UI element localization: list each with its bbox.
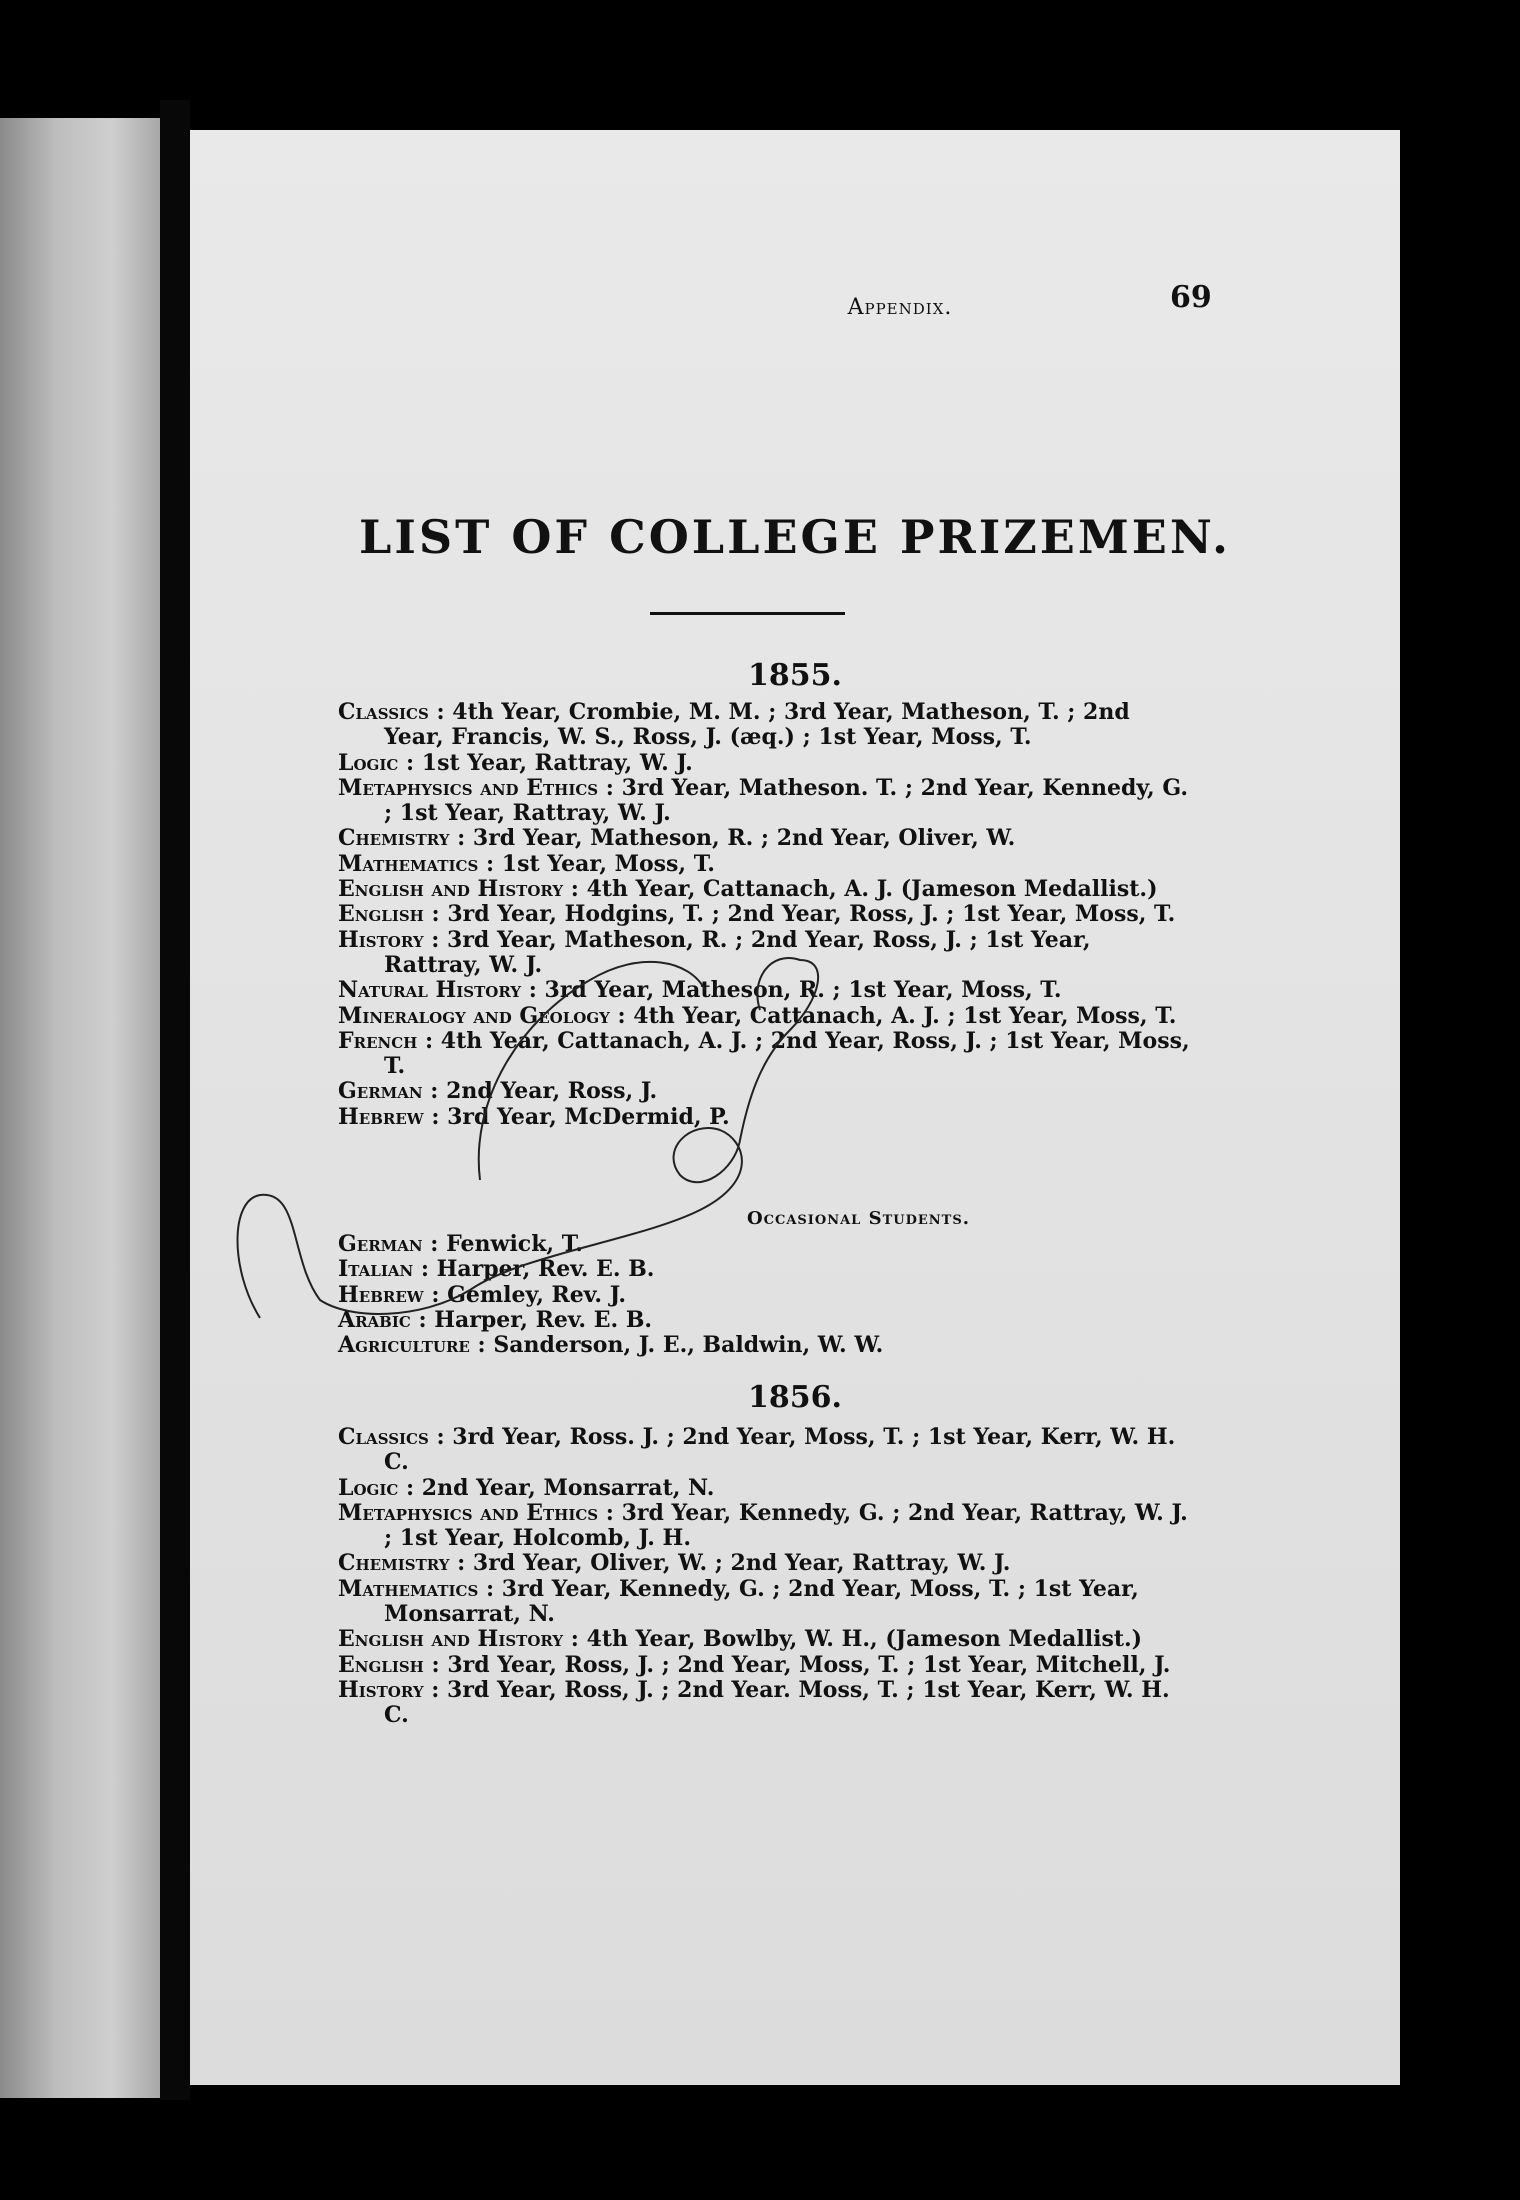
colon-separator: : [598, 774, 622, 801]
subject-label: Mathematics [338, 850, 479, 877]
colon-separator: : [469, 1332, 494, 1359]
title-rule [650, 612, 845, 615]
prize-recipients: 2nd Year, Monsarrat, N. [421, 1474, 715, 1501]
prize-recipients: 4th Year, Crombie, M. M. ; 3rd Year, Matheson, T. ; 2nd Year, Francis, W. S., Ross, J. (æq.) ; 1st Year, Moss, T. [384, 699, 1130, 751]
colon-separator: : [428, 699, 453, 725]
subject-label: Metaphysics and Ethics [338, 1499, 599, 1526]
prize-entry [338, 1232, 1190, 1257]
subject-label: Classics [338, 699, 429, 725]
prize-entry [338, 826, 1190, 851]
subject-label: English [338, 1651, 424, 1678]
prize-recipients: 3rd Year, Matheson, R. ; 2nd Year, Ross, J. ; 1st Year, Rattray, W. J. [384, 926, 1091, 978]
colon-separator: : [609, 1002, 634, 1029]
subject-label: Metaphysics and Ethics [338, 774, 599, 801]
book-page [190, 130, 1400, 2085]
colon-separator: : [423, 926, 448, 953]
occasional-students-heading: Occasional Students. [746, 1208, 970, 1229]
prize-entry [338, 877, 1190, 902]
colon-separator: : [598, 1499, 622, 1526]
colon-separator: : [413, 1256, 437, 1283]
book-gutter [160, 100, 190, 2100]
colon-separator: : [422, 1231, 447, 1257]
subject-label: German [338, 1231, 423, 1257]
prize-entry [338, 1029, 1190, 1080]
prize-entry [338, 1678, 1190, 1729]
prize-recipients: 3rd Year, Oliver, W. ; 2nd Year, Rattray, W. J. [472, 1550, 1011, 1577]
subject-label: Logic [338, 749, 399, 776]
subject-label: English and History [338, 1626, 564, 1653]
colon-separator: : [423, 1676, 448, 1703]
prize-entry [338, 751, 1190, 776]
colon-separator: : [428, 1424, 453, 1450]
colon-separator: : [410, 1306, 435, 1333]
page-title: LIST OF COLLEGE PRIZEMEN. [359, 510, 1231, 564]
colon-separator: : [449, 1550, 473, 1577]
prize-recipients: 1st Year, Rattray, W. J. [421, 749, 693, 776]
facing-page-edge [0, 118, 160, 2098]
subject-label: Classics [338, 1424, 429, 1450]
prize-entry [338, 1476, 1190, 1501]
prize-recipients: Harper, Rev. E. B. [436, 1256, 655, 1283]
prize-entry [338, 700, 1190, 751]
prize-entry [338, 1105, 1190, 1130]
colon-separator: : [423, 1651, 448, 1678]
prize-recipients: 3rd Year, Ross, J. ; 2nd Year. Moss, T. ; 1st Year, Kerr, W. H. C. [384, 1676, 1170, 1729]
prize-recipients: 3rd Year, Kennedy, G. ; 2nd Year, Rattray, W. J. ; 1st Year, Holcomb, J. H. [384, 1499, 1188, 1552]
colon-separator: : [423, 1281, 448, 1308]
subject-label: Arabic [338, 1306, 411, 1333]
prize-recipients: 4th Year, Cattanach, A. J. (Jameson Medallist.) [586, 876, 1158, 903]
prize-entry [338, 1577, 1190, 1628]
prize-recipients: 4th Year, Bowlby, W. H., (Jameson Medallist.) [586, 1626, 1143, 1653]
prize-recipients: 3rd Year, Kennedy, G. ; 2nd Year, Moss, T. ; 1st Year, Monsarrat, N. [384, 1575, 1139, 1628]
subject-label: Agriculture [338, 1332, 470, 1359]
colon-separator: : [398, 1474, 422, 1501]
prize-entry [338, 1501, 1190, 1552]
running-head: Appendix. [847, 295, 953, 320]
subject-label: Hebrew [338, 1103, 424, 1130]
colon-separator: : [521, 977, 545, 1004]
prize-recipients: 4th Year, Cattanach, A. J. ; 2nd Year, Ross, J. ; 1st Year, Moss, T. [384, 1027, 1190, 1080]
colon-separator: : [449, 825, 473, 852]
prize-entry [338, 1551, 1190, 1576]
prize-entry [338, 1004, 1190, 1029]
prize-entry [338, 902, 1190, 927]
prize-entry [338, 978, 1190, 1003]
prize-recipients: 4th Year, Cattanach, A. J. ; 1st Year, Moss, T. [633, 1002, 1177, 1029]
subject-label: Chemistry [338, 1550, 450, 1577]
subject-label: French [338, 1027, 418, 1054]
prize-entry [338, 928, 1190, 979]
subject-label: Hebrew [338, 1281, 424, 1308]
subject-label: Italian [338, 1256, 414, 1283]
colon-separator: : [417, 1027, 441, 1054]
subject-label: English [338, 901, 424, 928]
subject-label: Natural History [338, 977, 522, 1004]
subject-label: History [338, 926, 424, 953]
subject-label: German [338, 1078, 423, 1105]
prize-recipients: Harper, Rev. E. B. [434, 1306, 653, 1333]
prize-entry [338, 1308, 1190, 1333]
colon-separator: : [563, 876, 587, 903]
prize-recipients: Fenwick, T. [446, 1231, 583, 1257]
subject-label: Mathematics [338, 1575, 479, 1602]
prize-entry [338, 1627, 1190, 1652]
subject-label: English and History [338, 876, 564, 903]
prize-entry [338, 852, 1190, 877]
subject-label: History [338, 1676, 424, 1703]
prize-recipients: 3rd Year, Matheson, R. ; 2nd Year, Oliver, W. [472, 825, 1016, 852]
colon-separator: : [423, 1103, 448, 1130]
prize-recipients: Gemley, Rev. J. [447, 1281, 627, 1308]
prize-recipients: 2nd Year, Ross, J. [446, 1078, 658, 1105]
colon-separator: : [563, 1626, 587, 1653]
prize-recipients: 3rd Year, Matheson. T. ; 2nd Year, Kennedy, G. ; 1st Year, Rattray, W. J. [384, 774, 1189, 827]
colon-separator: : [398, 749, 422, 776]
prize-list-1856 [338, 1425, 1190, 1729]
prize-entry [338, 776, 1190, 827]
page-number: 69 [1170, 280, 1212, 315]
prize-entry [338, 1333, 1190, 1358]
subject-label: Chemistry [338, 825, 450, 852]
prize-recipients: 3rd Year, Matheson, R. ; 1st Year, Moss, T. [544, 977, 1062, 1004]
year-heading-1855: 1855. [748, 658, 842, 693]
prize-recipients: 3rd Year, Hodgins, T. ; 2nd Year, Ross, J. ; 1st Year, Moss, T. [447, 901, 1176, 928]
prize-list-1855 [338, 700, 1190, 1130]
prize-recipients: 3rd Year, Ross, J. ; 2nd Year, Moss, T. ; 1st Year, Mitchell, J. [447, 1651, 1171, 1678]
colon-separator: : [422, 1078, 447, 1105]
prize-recipients: Sanderson, J. E., Baldwin, W. W. [493, 1332, 884, 1359]
subject-label: Logic [338, 1474, 399, 1501]
year-heading-1856: 1856. [748, 1380, 842, 1415]
prize-recipients: 3rd Year, McDermid, P. [447, 1103, 730, 1130]
prize-entry [338, 1425, 1190, 1476]
colon-separator: : [478, 1575, 502, 1602]
prize-recipients: 3rd Year, Ross. J. ; 2nd Year, Moss, T. ; 1st Year, Kerr, W. H. C. [384, 1424, 1176, 1476]
prize-entry [338, 1653, 1190, 1678]
colon-separator: : [478, 850, 502, 877]
prize-recipients: 1st Year, Moss, T. [501, 850, 715, 877]
occasional-list-1855 [338, 1232, 1190, 1358]
colon-separator: : [423, 901, 448, 928]
prize-entry [338, 1079, 1190, 1104]
subject-label: Mineralogy and Geology [338, 1002, 610, 1029]
prize-entry [338, 1257, 1190, 1282]
prize-entry [338, 1283, 1190, 1308]
